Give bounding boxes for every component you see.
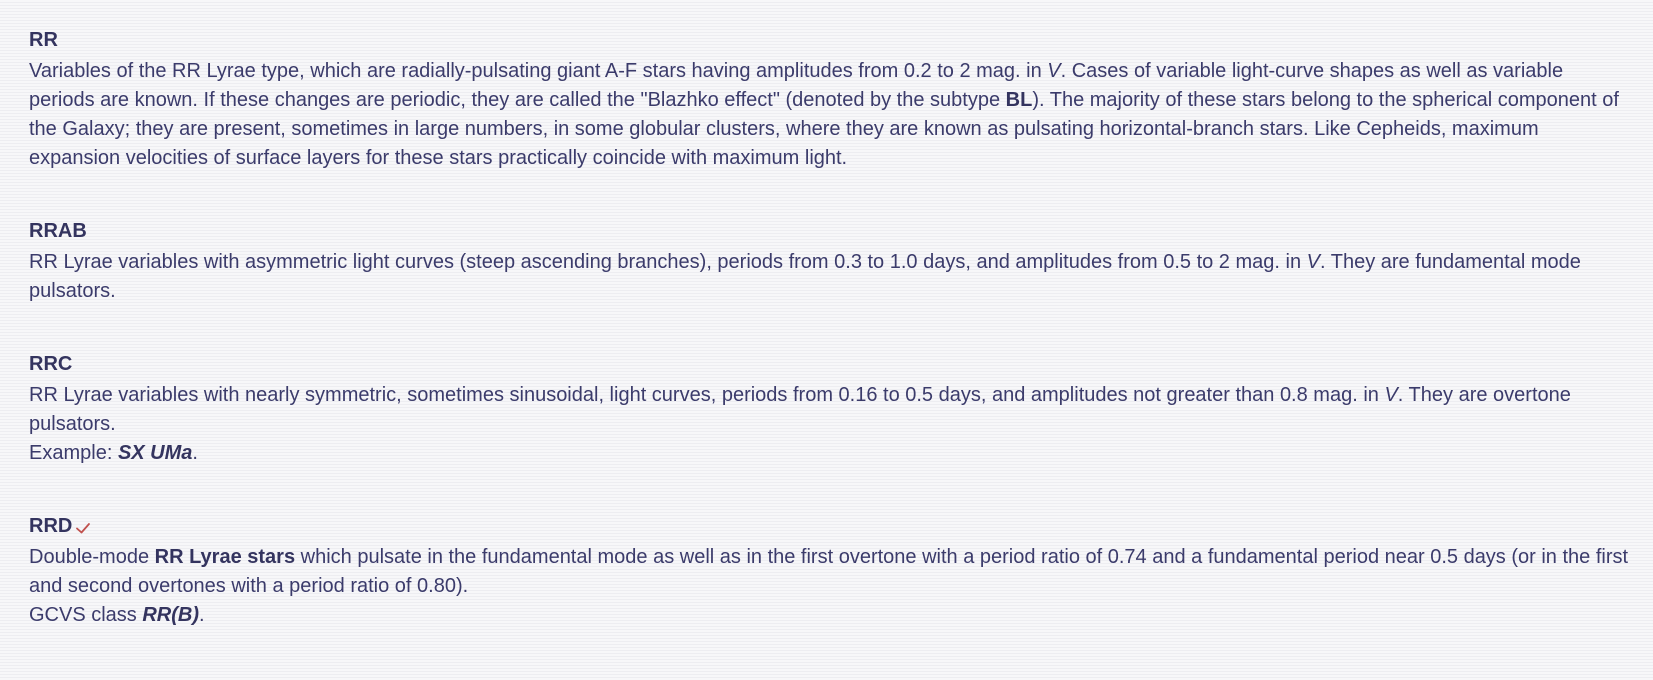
entry-rrd bbox=[29, 512, 1629, 630]
example-suffix: . bbox=[192, 442, 198, 464]
term-heading bbox=[29, 26, 1629, 54]
checkmark-icon bbox=[75, 521, 91, 535]
gcvs-suffix: . bbox=[199, 604, 205, 626]
term-label: RRD bbox=[29, 515, 73, 537]
desc-text: RR Lyrae variables with nearly symmetric, sometimes sinusoidal, light curves, periods from 0.16 to 0.5 days, and amplitudes not greater than 0.8 mag. in bbox=[29, 384, 1385, 406]
gcvs-label: GCVS class bbox=[29, 604, 143, 626]
desc-text: Double-mode bbox=[29, 546, 155, 568]
term-description bbox=[29, 381, 1629, 468]
entry-rrab bbox=[29, 217, 1629, 306]
desc-italic: V bbox=[1047, 60, 1061, 82]
term-label: RR bbox=[29, 29, 58, 51]
example-star-name: SX UMa bbox=[117, 442, 193, 464]
desc-text: . They are overtone pulsators. bbox=[29, 384, 1571, 435]
desc-text: RR Lyrae variables with asymmetric light curves (steep ascending branches), periods from 0.3 to 1.0 days, and amplitudes from 0.5 to 2 mag. in bbox=[29, 251, 1307, 273]
term-heading bbox=[29, 350, 1629, 378]
desc-text: Variables of the RR Lyrae type, which are radially-pulsating giant A-F stars having amplitudes from 0.2 to 2 mag. in bbox=[29, 60, 1048, 82]
entry-rrc bbox=[29, 350, 1629, 468]
term-description bbox=[29, 543, 1629, 630]
variable-star-types-document bbox=[29, 26, 1629, 674]
example-label: Example: bbox=[29, 442, 118, 464]
desc-text: . They are fundamental mode pulsators. bbox=[29, 251, 1581, 302]
desc-bold: BL bbox=[1005, 89, 1033, 111]
gcvs-class-value: RR(B) bbox=[142, 604, 200, 626]
term-heading bbox=[29, 512, 1629, 540]
desc-bold: RR Lyrae stars bbox=[154, 546, 296, 568]
term-heading bbox=[29, 217, 1629, 245]
term-description bbox=[29, 57, 1629, 173]
term-label: RRC bbox=[29, 353, 73, 375]
desc-text: . Cases of variable light-curve shapes as well as variable periods are known. If these changes are periodic, they are called the "Blazhko effect" (denoted by the subtype bbox=[29, 60, 1564, 111]
desc-text: ). The majority of these stars belong to the spherical component of the Galaxy; they are present, sometimes in large numbers, in some globular clusters, where they are known as pulsating horizontal-branch stars. Like Cepheids, maximum expansion velocities of surface layers for these stars practically coincide with maximum light. bbox=[29, 89, 1619, 169]
desc-italic: V bbox=[1306, 251, 1320, 273]
desc-text: which pulsate in the fundamental mode as well as in the first overtone with a period ratio of 0.74 and a fundamental period near 0.5 days (or in the first and second overtones with a period ratio of 0.80). bbox=[29, 546, 1629, 597]
term-description bbox=[29, 248, 1629, 306]
entry-rr bbox=[29, 26, 1629, 173]
desc-italic: V bbox=[1384, 384, 1398, 406]
term-label: RRAB bbox=[29, 220, 87, 242]
